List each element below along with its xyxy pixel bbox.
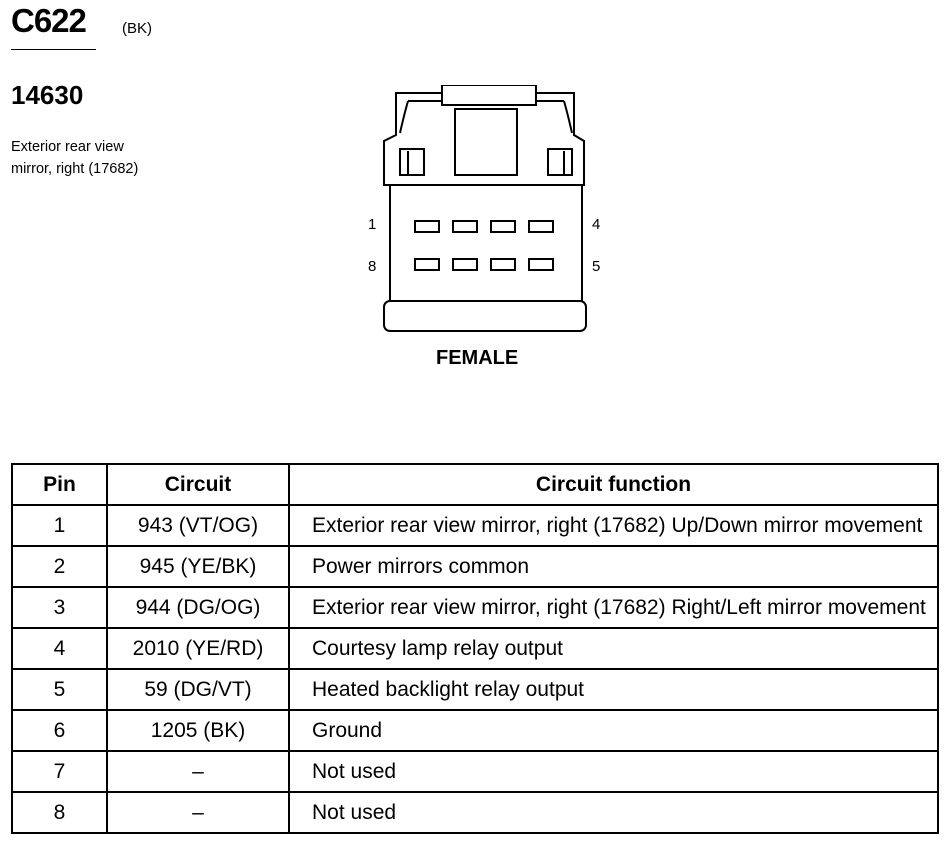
table-header-row [12,464,938,505]
latch-window [455,109,517,175]
pin-label-1: 1 [368,216,377,233]
pin-cavity [453,259,477,270]
table-row [12,710,938,751]
circuit-cell: 59 (DG/VT) [107,669,289,710]
function-cell: Not used [289,792,938,833]
circuit-cell: – [107,792,289,833]
pin-label-5: 5 [592,258,601,275]
connector-base [384,301,586,331]
column-header-pin: Pin [12,464,107,505]
table-row [12,669,938,710]
right-lock-tab [548,149,572,175]
pin-cell: 4 [12,628,107,669]
pin-cavity [529,259,553,270]
connector-body [390,185,582,301]
pinout-table [11,463,939,834]
function-cell: Courtesy lamp relay output [289,628,938,669]
pin-cavity [453,221,477,232]
circuit-cell: 943 (VT/OG) [107,505,289,546]
pin-cell: 6 [12,710,107,751]
pin-cavity [529,221,553,232]
connector-face-diagram [360,85,600,335]
part-number: 14630 [11,80,84,110]
circuit-cell: 945 (YE/BK) [107,546,289,587]
table-row [12,505,938,546]
pin-cavity [491,259,515,270]
pin-cavity [415,221,439,232]
pin-label-8: 8 [368,258,377,275]
pin-cavity [491,221,515,232]
column-header-function: Circuit function [289,464,938,505]
pin-label-4: 4 [592,216,601,233]
circuit-cell: 2010 (YE/RD) [107,628,289,669]
function-cell: Exterior rear view mirror, right (17682) Right/Left mirror movement [289,587,938,628]
pin-cell: 1 [12,505,107,546]
circuit-cell: 1205 (BK) [107,710,289,751]
connector-id: C622 [11,2,86,39]
table-row [12,587,938,628]
circuit-cell: 944 (DG/OG) [107,587,289,628]
pin-cell: 8 [12,792,107,833]
pin-cavity [415,259,439,270]
circuit-cell: – [107,751,289,792]
column-header-circuit: Circuit [107,464,289,505]
description-line-2: mirror, right (17682) [11,161,139,177]
table-row [12,628,938,669]
connector-id-underline [11,49,96,50]
table-row [12,792,938,833]
description-line-1: Exterior rear view [11,139,124,155]
function-cell: Power mirrors common [289,546,938,587]
pin-cell: 7 [12,751,107,792]
pin-cell: 2 [12,546,107,587]
pin-cell: 5 [12,669,107,710]
connector-description [11,136,231,180]
connector-color: (BK) [122,20,152,37]
pin-cell: 3 [12,587,107,628]
function-cell: Ground [289,710,938,751]
function-cell: Heated backlight relay output [289,669,938,710]
connector-gender-label: FEMALE [436,347,519,369]
table-row [12,546,938,587]
function-cell: Exterior rear view mirror, right (17682) Up/Down mirror movement [289,505,938,546]
left-lock-tab [400,149,424,175]
function-cell: Not used [289,751,938,792]
table-row [12,751,938,792]
